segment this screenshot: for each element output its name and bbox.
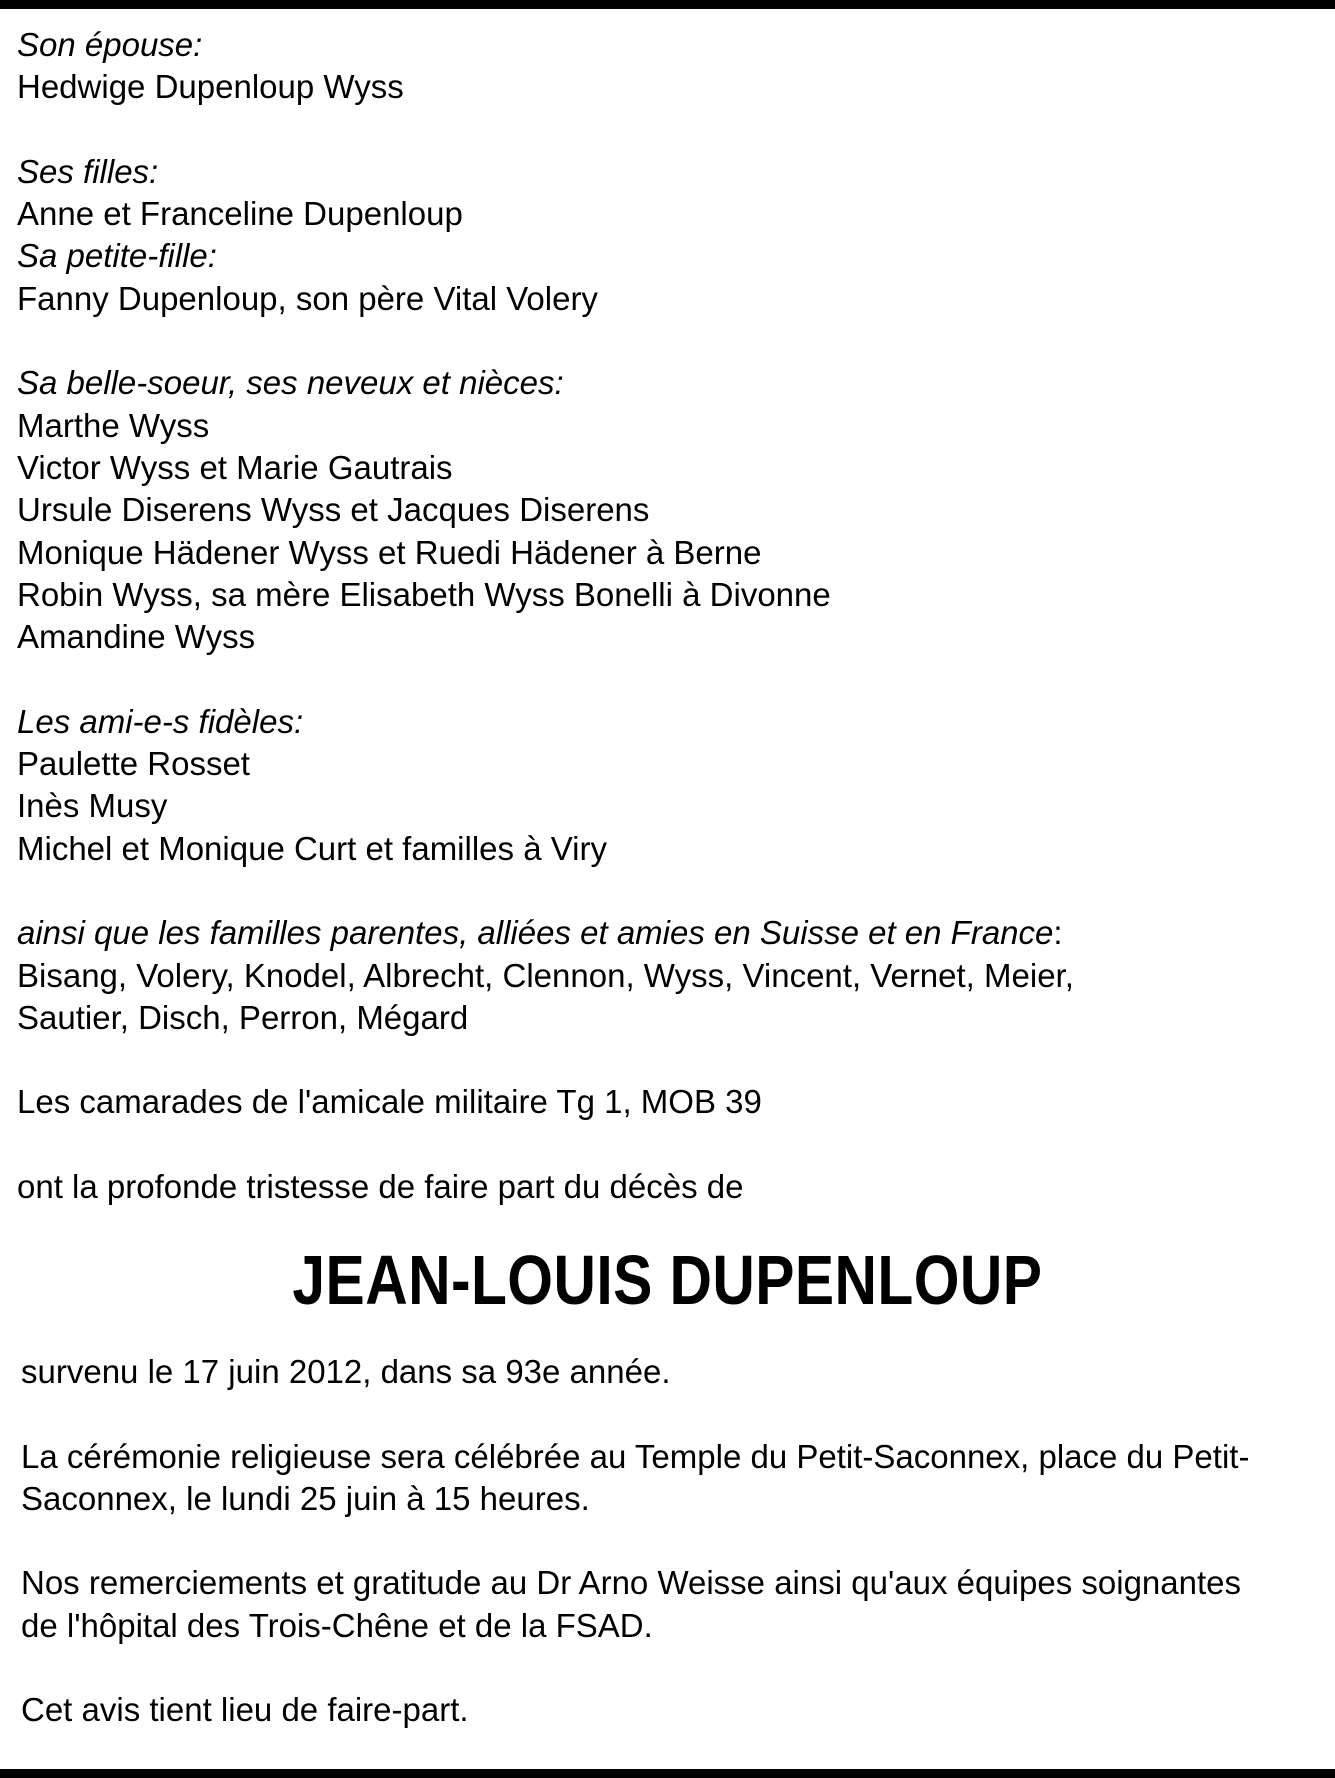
- deceased-name: JEAN-LOUIS DUPENLOUP: [292, 1241, 1043, 1319]
- top-border: [0, 0, 1335, 9]
- inlaw-item: Amandine Wyss: [17, 618, 256, 656]
- friend-item: Paulette Rosset: [17, 745, 250, 783]
- family-list: [17, 24, 1074, 1208]
- families-heading: ainsi que les familles parentes, alliées et amies en Suisse et en France: [17, 914, 1054, 952]
- inlaw-item: Marthe Wyss: [17, 406, 210, 444]
- thanks-line: de l'hôpital des Trois-Chêne et de la FSAD.: [21, 1606, 653, 1644]
- granddaughter-name: Fanny Dupenloup, son père Vital Volery: [17, 279, 598, 317]
- announcement: ont la profonde tristesse de faire part du décès de: [17, 1168, 744, 1206]
- deceased-name-block: [0, 1240, 1335, 1320]
- friend-item: Michel et Monique Curt et familles à Viry: [17, 829, 607, 867]
- inlaws-heading: Sa belle-soeur, ses neveux et nièces:: [17, 364, 564, 402]
- inlaw-item: Robin Wyss, sa mère Elisabeth Wyss Bonelli à Divonne: [17, 575, 831, 613]
- ceremony-line: Saconnex, le lundi 25 juin à 15 heures.: [21, 1479, 590, 1517]
- granddaughter-heading: Sa petite-fille:: [17, 237, 217, 275]
- comrades: Les camarades de l'amicale militaire Tg 1, MOB 39: [17, 1083, 762, 1121]
- inlaw-item: Victor Wyss et Marie Gautrais: [17, 448, 453, 486]
- thanks-line: Nos remerciements et gratitude au Dr Arno Weisse ainsi qu'aux équipes soignantes: [21, 1564, 1242, 1602]
- families-line: Sautier, Disch, Perron, Mégard: [17, 998, 469, 1036]
- details: [21, 1351, 1249, 1732]
- closing-note: Cet avis tient lieu de faire-part.: [21, 1691, 469, 1729]
- spouse-name: Hedwige Dupenloup Wyss: [17, 68, 404, 106]
- friends-heading: Les ami-e-s fidèles:: [17, 702, 304, 740]
- death-date: survenu le 17 juin 2012, dans sa 93e année.: [21, 1353, 671, 1390]
- families-line: Bisang, Volery, Knodel, Albrecht, Clennon, Wyss, Vincent, Vernet, Meier,: [17, 956, 1074, 994]
- daughters-names: Anne et Franceline Dupenloup: [17, 195, 463, 233]
- bottom-border: [0, 1769, 1335, 1778]
- families-colon: :: [1053, 914, 1063, 952]
- friend-item: Inès Musy: [17, 787, 168, 825]
- daughters-heading: Ses filles:: [17, 152, 159, 190]
- spouse-heading: Son épouse:: [17, 26, 203, 63]
- inlaw-item: Monique Hädener Wyss et Ruedi Hädener à Berne: [17, 533, 762, 571]
- families-heading-line: [17, 912, 1074, 954]
- ceremony-line: La cérémonie religieuse sera célébrée au Temple du Petit-Saconnex, place du Petit-: [21, 1437, 1250, 1475]
- inlaw-item: Ursule Diserens Wyss et Jacques Diserens: [17, 491, 650, 529]
